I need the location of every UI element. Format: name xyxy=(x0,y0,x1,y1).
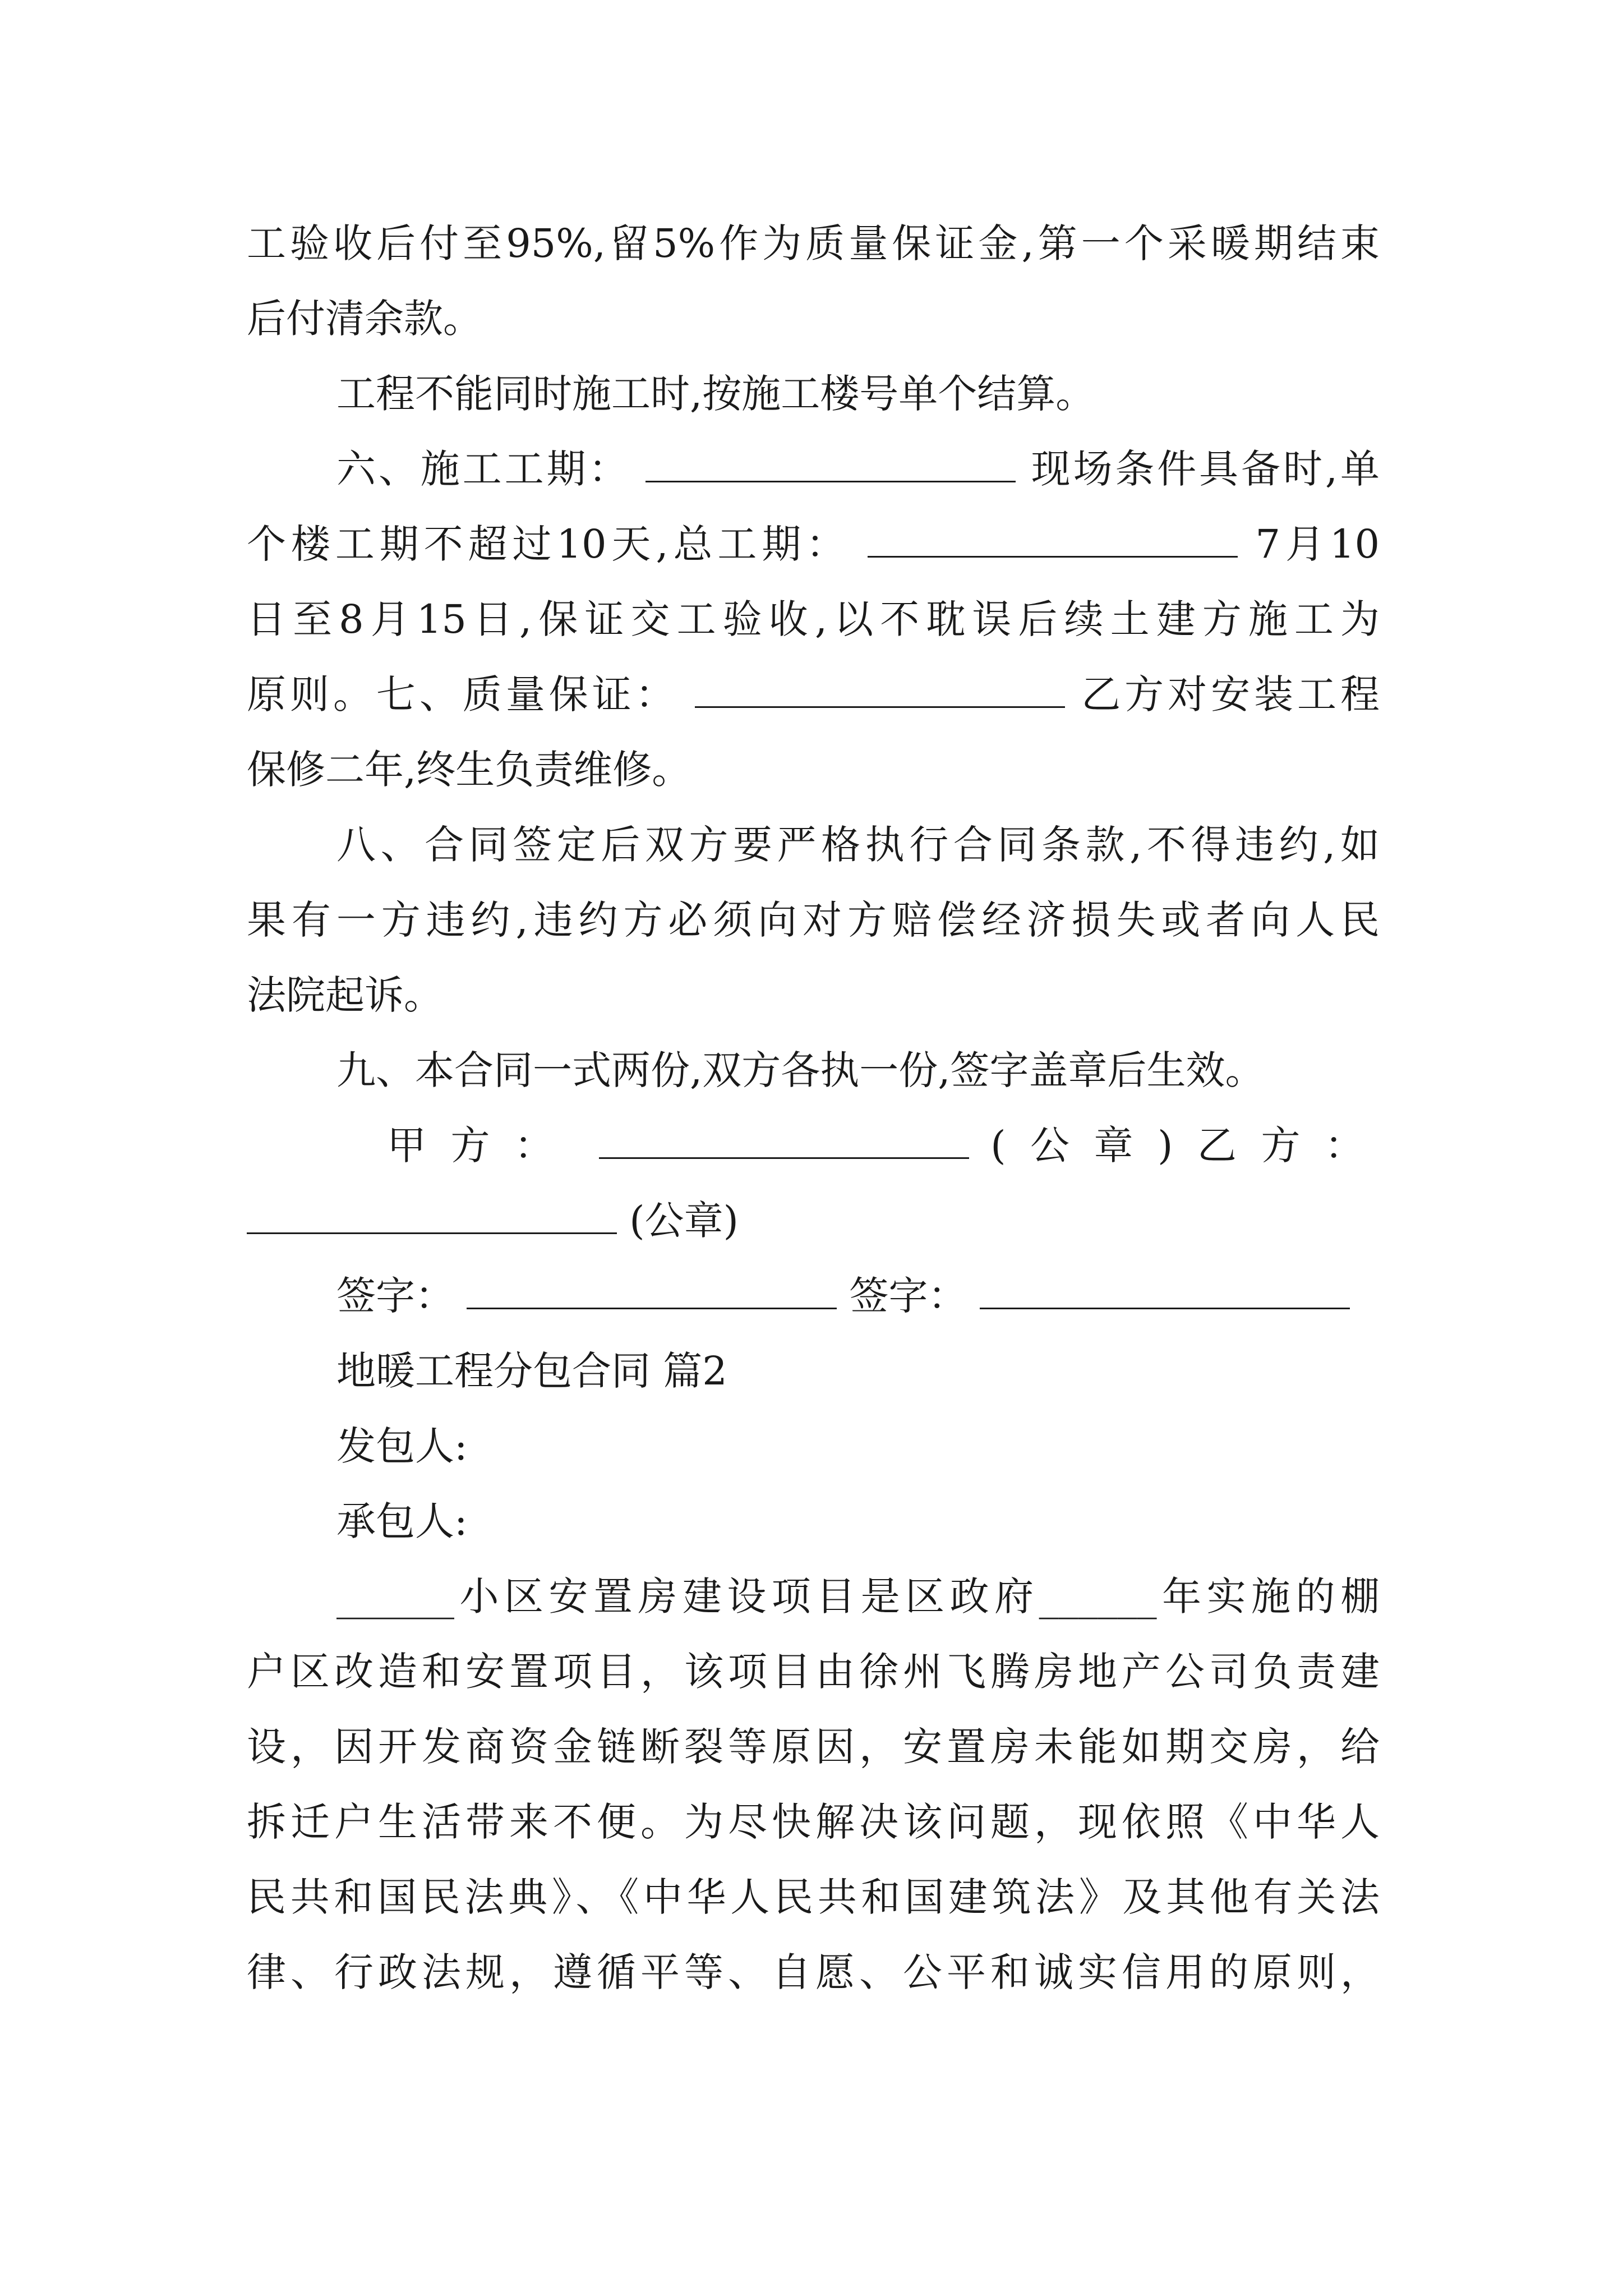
paragraph-line xyxy=(247,506,1380,582)
line-text: 拆迁户生活带来不便。为尽快解决该问题，现依照《中华人 xyxy=(247,1799,1380,1845)
paragraph-line xyxy=(336,807,1380,883)
paragraph-line xyxy=(247,882,1380,958)
line-text: 民共和国民法典》、《中华人民共和国建筑法》及其他有关法 xyxy=(247,1874,1380,1920)
line-text: 工程不能同时施工时,按施工楼号单个结算。 xyxy=(336,371,1095,417)
party-a-label: 甲方： xyxy=(387,1122,578,1168)
signature-line-parties xyxy=(336,1107,1380,1184)
contractor-label: 承包人: xyxy=(336,1498,468,1544)
fill-in-blank xyxy=(695,676,1065,708)
section-title-text: 地暖工程分包合同 篇2 xyxy=(336,1348,727,1394)
line-text: 后付清余款。 xyxy=(247,296,482,342)
party-line xyxy=(336,1483,1380,1559)
fill-in-blank xyxy=(645,450,1016,482)
paragraph-line xyxy=(247,1859,1380,1935)
paragraph-line xyxy=(247,581,1380,657)
line-text: 保修二年,终生负责维修。 xyxy=(247,747,691,793)
paragraph-line xyxy=(247,1182,1380,1259)
line-text: 现场条件具备时,单 xyxy=(1031,446,1380,492)
paragraph-line xyxy=(247,731,1380,808)
paragraph-line xyxy=(247,656,1380,733)
line-text: 法院起诉。 xyxy=(247,972,443,1018)
signature-blank-b xyxy=(980,1277,1350,1309)
line-text: 原则。七、质量保证： xyxy=(247,671,679,717)
party-b-label: (公章)乙方： xyxy=(990,1122,1380,1168)
section-title xyxy=(336,1333,1380,1409)
line-text: 日至8月15日,保证交工验收,以不耽误后续土建方施工为 xyxy=(247,596,1380,642)
line-text: 乙方对安装工程 xyxy=(1081,671,1380,717)
fill-in-blank xyxy=(868,526,1238,558)
paragraph-line xyxy=(336,431,1380,507)
paragraph-line xyxy=(247,1934,1380,2010)
signature-line xyxy=(336,1258,1380,1334)
paragraph-line xyxy=(247,957,1380,1033)
party-b-blank xyxy=(247,1202,617,1234)
line-text: 六、施工工期： xyxy=(336,446,631,492)
line-text: 7月10 xyxy=(1255,521,1380,567)
line-text: 律、行政法规，遵循平等、自愿、公平和诚实信用的原则， xyxy=(247,1949,1380,1995)
line-text: 九、本合同一式两份,双方各执一份,签字盖章后生效。 xyxy=(336,1047,1265,1093)
paragraph-line xyxy=(336,356,1380,432)
paragraph-line xyxy=(247,205,1380,282)
employer-label: 发包人: xyxy=(336,1423,468,1469)
paragraph-line xyxy=(247,1709,1380,1785)
line-text: 户区改造和安置项目，该项目由徐州飞腾房地产公司负责建 xyxy=(247,1649,1380,1695)
party-a-blank xyxy=(599,1127,969,1159)
line-text: 果有一方违约,违约方必须向对方赔偿经济损失或者向人民 xyxy=(247,897,1380,943)
signature-label-b: 签字： xyxy=(849,1273,967,1319)
signature-label-a: 签字： xyxy=(336,1273,454,1319)
paragraph-line xyxy=(247,1784,1380,1860)
paragraph-line xyxy=(247,280,1380,357)
party-line xyxy=(336,1408,1380,1484)
signature-blank-a xyxy=(467,1277,837,1309)
line-text: 工验收后付至95%,留5%作为质量保证金,第一个采暖期结束 xyxy=(247,220,1380,266)
seal-label: (公章) xyxy=(629,1198,739,1244)
line-text: 设，因开发商资金链断裂等原因，安置房未能如期交房，给 xyxy=(247,1724,1380,1770)
paragraph-line xyxy=(336,1558,1380,1635)
paragraph-line xyxy=(336,1032,1380,1108)
line-text: ______小区安置房建设项目是区政府______年实施的棚 xyxy=(336,1573,1380,1619)
line-text: 八、合同签定后双方要严格执行合同条款,不得违约,如 xyxy=(336,822,1380,868)
paragraph-line xyxy=(247,1634,1380,1710)
line-text: 个楼工期不超过10天,总工期： xyxy=(247,521,851,567)
